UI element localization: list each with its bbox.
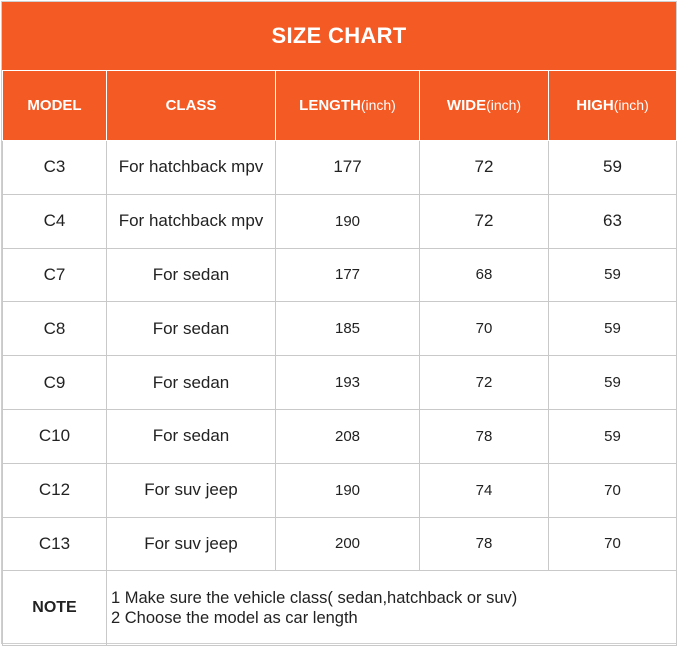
cell-high: 59 — [549, 356, 677, 410]
cell-wide: 70 — [420, 302, 549, 356]
cell-length: 177 — [276, 141, 420, 195]
cell-wide: 78 — [420, 409, 549, 463]
header-length: LENGTH(inch) — [276, 71, 420, 141]
cell-length: 185 — [276, 302, 420, 356]
cell-class: For hatchback mpv — [107, 141, 276, 195]
cell-length: 193 — [276, 356, 420, 410]
table-row — [3, 517, 677, 571]
header-model: MODEL — [3, 71, 107, 141]
note-line-1: 1 Make sure the vehicle class( sedan,hatchback or suv) — [111, 589, 518, 608]
table-row — [3, 409, 677, 463]
cell-model: C7 — [3, 248, 107, 302]
cell-high: 70 — [549, 517, 677, 571]
cell-high: 70 — [549, 463, 677, 517]
table-row — [3, 194, 677, 248]
cell-model: C13 — [3, 517, 107, 571]
cell-high: 59 — [549, 409, 677, 463]
header-class: CLASS — [107, 71, 276, 141]
cell-length: 190 — [276, 194, 420, 248]
cell-model: C10 — [3, 409, 107, 463]
size-table — [2, 70, 677, 646]
cell-model: C8 — [3, 302, 107, 356]
cell-model: C3 — [3, 141, 107, 195]
cell-class: For sedan — [107, 302, 276, 356]
note-row — [3, 571, 677, 646]
cell-length: 200 — [276, 517, 420, 571]
table-row — [3, 356, 677, 410]
cell-class: For hatchback mpv — [107, 194, 276, 248]
cell-class: For suv jeep — [107, 463, 276, 517]
cell-length: 177 — [276, 248, 420, 302]
cell-class: For sedan — [107, 356, 276, 410]
cell-length: 190 — [276, 463, 420, 517]
cell-high: 59 — [549, 248, 677, 302]
cell-high: 59 — [549, 141, 677, 195]
header-high: HIGH(inch) — [549, 71, 677, 141]
chart-title: SIZE CHART — [2, 2, 676, 70]
cell-wide: 74 — [420, 463, 549, 517]
cell-class: For suv jeep — [107, 517, 276, 571]
size-chart — [1, 1, 677, 644]
header-row — [3, 71, 677, 141]
cell-wide: 72 — [420, 356, 549, 410]
cell-class: For sedan — [107, 248, 276, 302]
table-row — [3, 302, 677, 356]
table-row — [3, 248, 677, 302]
cell-length: 208 — [276, 409, 420, 463]
cell-wide: 78 — [420, 517, 549, 571]
cell-high: 59 — [549, 302, 677, 356]
table-row — [3, 141, 677, 195]
cell-high: 63 — [549, 194, 677, 248]
note-line-2: 2 Choose the model as car length — [111, 609, 358, 628]
cell-model: C4 — [3, 194, 107, 248]
cell-model: C12 — [3, 463, 107, 517]
cell-class: For sedan — [107, 409, 276, 463]
cell-wide: 68 — [420, 248, 549, 302]
cell-model: C9 — [3, 356, 107, 410]
header-wide: WIDE(inch) — [420, 71, 549, 141]
cell-wide: 72 — [420, 141, 549, 195]
table-row — [3, 463, 677, 517]
note-label: NOTE — [3, 571, 107, 646]
note-text — [107, 571, 677, 646]
cell-wide: 72 — [420, 194, 549, 248]
